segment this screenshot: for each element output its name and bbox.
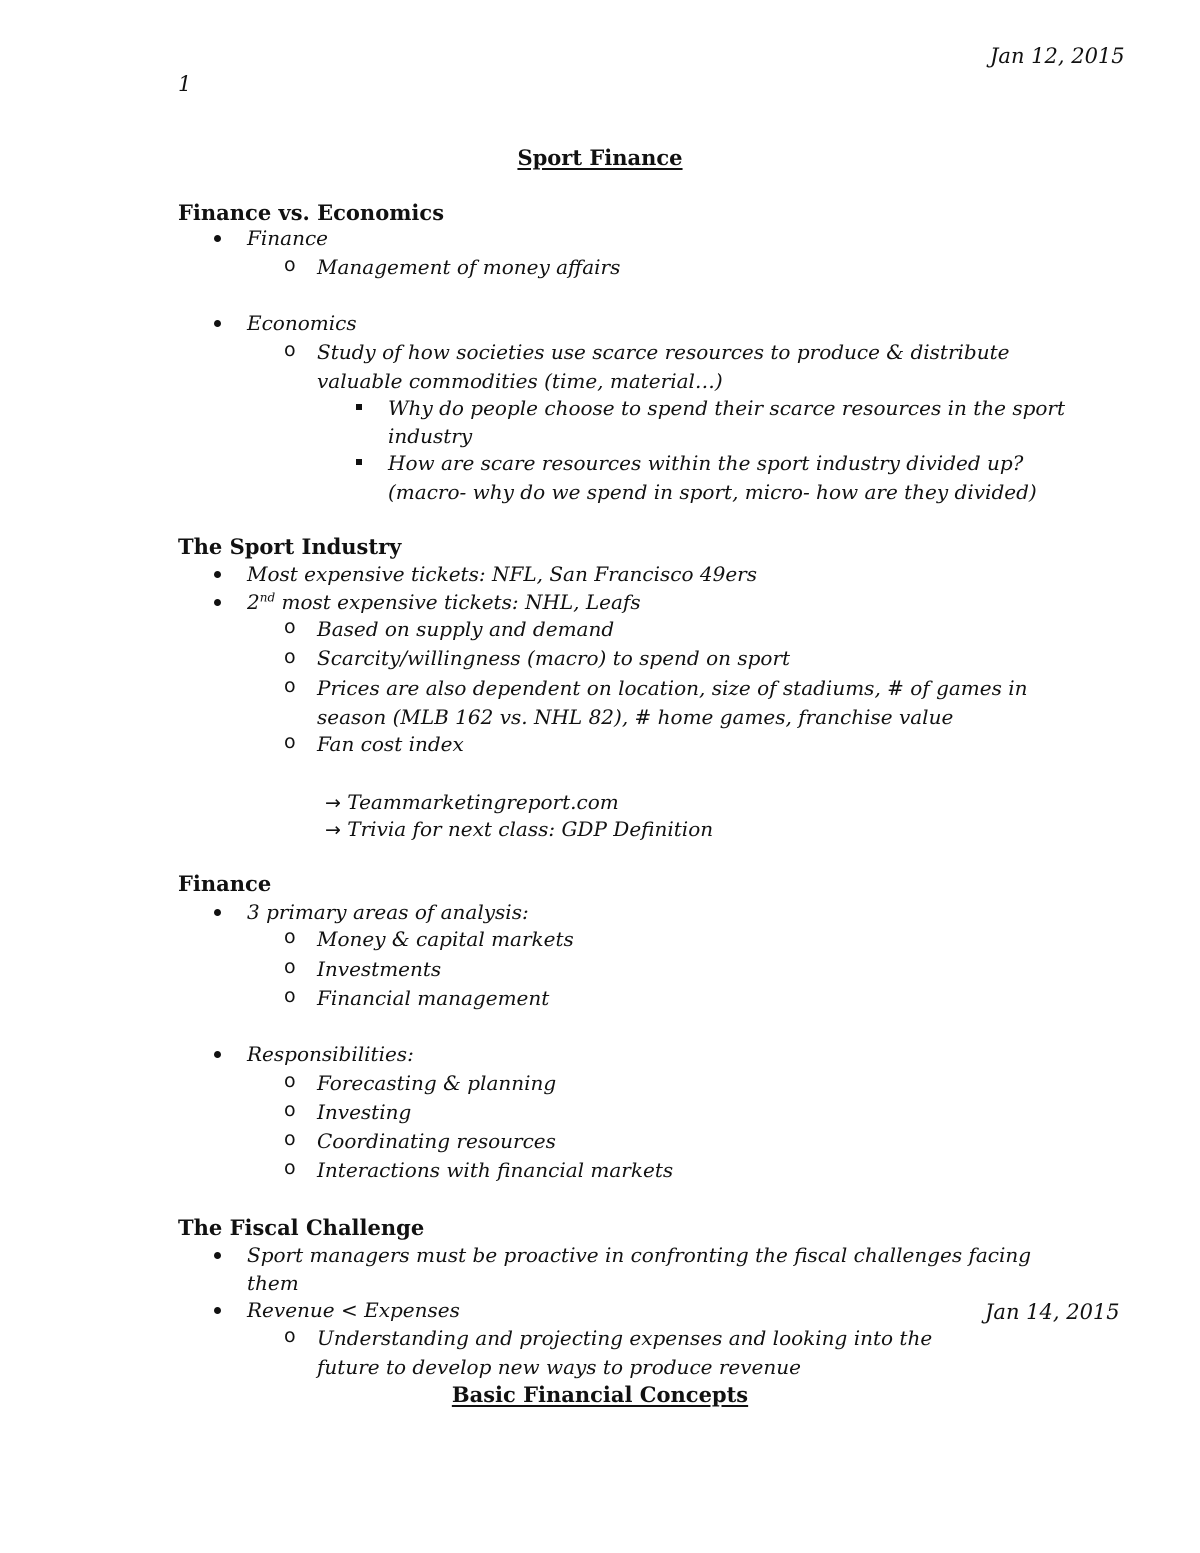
sub-bullet-icon: o — [284, 339, 296, 361]
list-item-continuation: them — [247, 1271, 299, 1295]
list-item-continuation: industry — [388, 424, 473, 448]
bullet-icon — [214, 320, 221, 327]
document-title: Sport Finance — [517, 145, 683, 170]
list-item-text: most expensive tickets: NHL, Leafs — [275, 590, 641, 614]
bullet-icon — [214, 235, 221, 242]
ordinal-suffix: nd — [259, 590, 276, 605]
sub-bullet-icon: o — [284, 646, 296, 668]
bullet-icon — [214, 1252, 221, 1259]
list-item: Fan cost index — [317, 732, 464, 756]
bullet-icon — [214, 571, 221, 578]
list-item: Responsibilities: — [247, 1042, 414, 1066]
bullet-icon — [214, 599, 221, 606]
page-number: 1 — [178, 72, 192, 96]
list-item: Coordinating resources — [317, 1129, 556, 1153]
right-arrow-icon: → — [325, 819, 341, 841]
ordinal-number: 2 — [247, 590, 260, 614]
sub-bullet-icon: o — [284, 731, 296, 753]
section-heading-fiscal-challenge: The Fiscal Challenge — [178, 1215, 425, 1240]
bullet-icon — [214, 1051, 221, 1058]
arrow-line-text: Trivia for next class: GDP Definition — [347, 817, 714, 841]
list-item: Forecasting & planning — [317, 1071, 557, 1095]
second-date: Jan 14, 2015 — [985, 1300, 1120, 1324]
list-item: Money & capital markets — [317, 927, 574, 951]
sub-bullet-icon: o — [284, 616, 296, 638]
arrow-line-text: Teammarketingreport.com — [347, 790, 619, 814]
document-date: Jan 12, 2015 — [990, 44, 1125, 68]
list-item-continuation: future to develop new ways to produce revenue — [317, 1355, 801, 1379]
sub-bullet-icon: o — [284, 675, 296, 697]
list-item: 3 primary areas of analysis: — [247, 900, 529, 924]
list-item-continuation: (macro- why do we spend in sport, micro- how are they divided) — [388, 480, 1037, 504]
list-item-continuation: season (MLB 162 vs. NHL 82), # home games, franchise value — [317, 705, 954, 729]
sub-bullet-icon: o — [284, 254, 296, 276]
sub-bullet-icon: o — [284, 1325, 296, 1347]
list-item: How are scare resources within the sport industry divided up? — [388, 451, 1024, 475]
square-bullet-icon — [356, 459, 362, 465]
list-item-continuation: valuable commodities (time, material…) — [317, 369, 723, 393]
section-heading-sport-industry: The Sport Industry — [178, 534, 402, 559]
arrow-line — [325, 790, 619, 814]
arrow-line — [325, 817, 713, 841]
sub-bullet-icon: o — [284, 926, 296, 948]
sub-bullet-icon: o — [284, 1099, 296, 1121]
sub-bullet-icon: o — [284, 985, 296, 1007]
list-item: Investments — [317, 957, 442, 981]
list-item: Revenue < Expenses — [247, 1298, 460, 1322]
list-item: Management of money affairs — [317, 255, 621, 279]
sub-bullet-icon: o — [284, 1128, 296, 1150]
list-item: Financial management — [317, 986, 550, 1010]
list-item: Scarcity/willingness (macro) to spend on sport — [317, 646, 791, 670]
right-arrow-icon: → — [325, 792, 341, 814]
sub-bullet-icon: o — [284, 1070, 296, 1092]
list-item: Finance — [247, 226, 328, 250]
square-bullet-icon — [356, 404, 362, 410]
list-item — [247, 590, 641, 614]
list-item: Understanding and projecting expenses and looking into the — [317, 1326, 933, 1350]
list-item: Interactions with financial markets — [317, 1158, 674, 1182]
bullet-icon — [214, 1307, 221, 1314]
list-item: Prices are also dependent on location, size of stadiums, # of games in — [317, 676, 1028, 700]
sub-bullet-icon: o — [284, 1157, 296, 1179]
list-item: Based on supply and demand — [317, 617, 615, 641]
section-heading-finance-vs-economics: Finance vs. Economics — [178, 200, 445, 225]
section-title-basic-financial-concepts: Basic Financial Concepts — [451, 1382, 749, 1407]
sub-bullet-icon: o — [284, 956, 296, 978]
list-item: Sport managers must be proactive in confronting the fiscal challenges facing — [247, 1243, 1032, 1267]
list-item: Why do people choose to spend their scarce resources in the sport — [388, 396, 1066, 420]
list-item: Investing — [317, 1100, 412, 1124]
list-item: Most expensive tickets: NFL, San Francisco 49ers — [247, 562, 757, 586]
section-heading-finance: Finance — [178, 871, 272, 896]
bullet-icon — [214, 909, 221, 916]
list-item: Study of how societies use scarce resources to produce & distribute — [317, 340, 1010, 364]
list-item: Economics — [247, 311, 357, 335]
